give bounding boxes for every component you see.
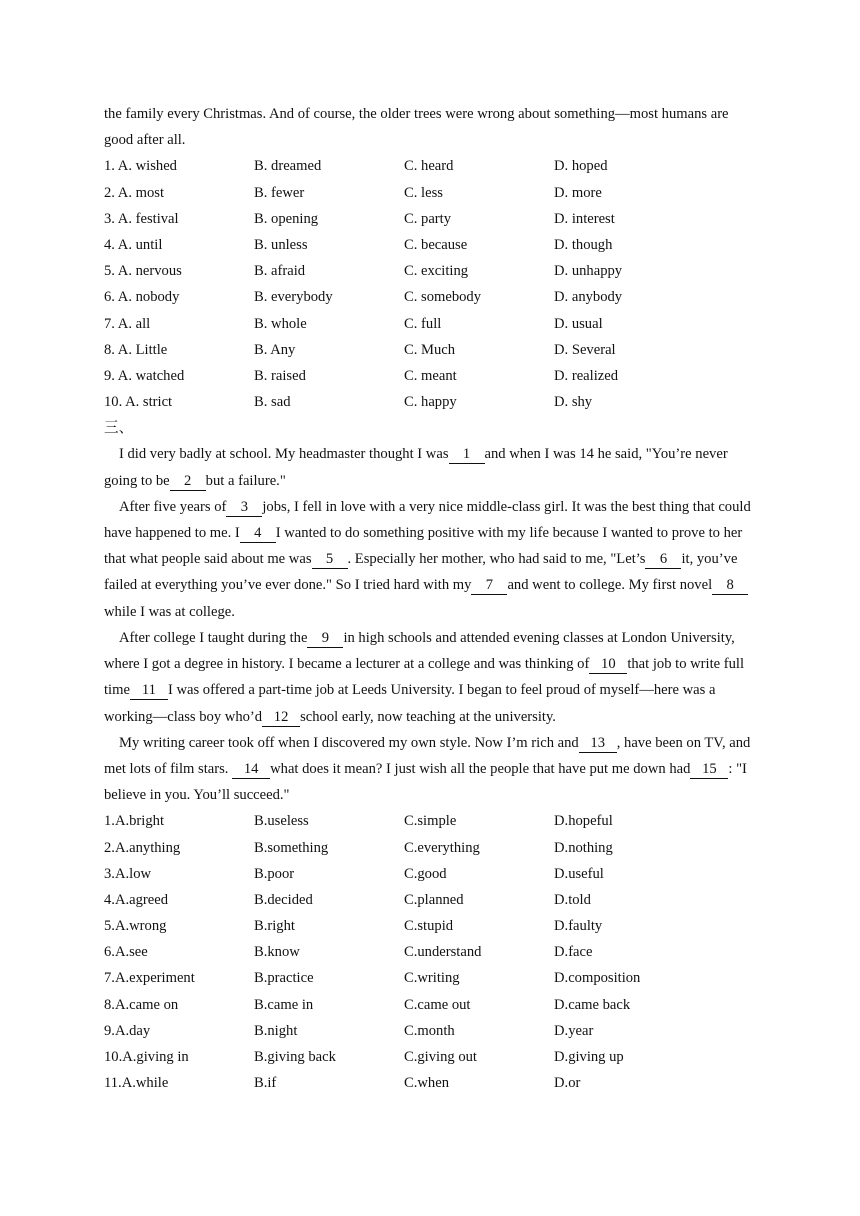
text-run: . Especially her mother, who had said to me, "Let’s: [347, 551, 646, 568]
option-c[interactable]: C.came out: [404, 996, 471, 1013]
option-a[interactable]: 3.A.low: [104, 865, 152, 882]
option-d[interactable]: D. Several: [554, 341, 616, 358]
part3-options: [104, 808, 764, 1096]
option-d[interactable]: D. usual: [554, 315, 603, 332]
option-d[interactable]: D. more: [554, 184, 602, 201]
text-run: I was offered a part-time job at Leeds University. I began to feel proud of myself—here was a working—class boy who’d: [104, 682, 716, 725]
option-row: [104, 363, 764, 389]
text-run: jobs, I fell in love with a very nice middle-class girl. It was the best thing that could have happened to me. I: [104, 498, 751, 542]
option-row: [104, 861, 764, 887]
option-a[interactable]: 2. A. most: [104, 184, 165, 201]
option-c[interactable]: C. because: [404, 236, 468, 253]
option-a[interactable]: 6. A. nobody: [104, 289, 180, 306]
option-b[interactable]: B.decided: [254, 891, 313, 908]
blank-10[interactable]: 10: [589, 655, 627, 674]
option-b[interactable]: B.giving back: [254, 1049, 336, 1065]
option-d[interactable]: D. interest: [554, 210, 615, 227]
option-b[interactable]: B.know: [254, 944, 300, 961]
option-row: [104, 1018, 764, 1044]
option-d[interactable]: D.nothing: [554, 839, 613, 856]
blank-2[interactable]: 2: [170, 472, 206, 491]
option-a[interactable]: 5. A. nervous: [104, 263, 182, 280]
text-run: : "I believe in you. You’ll succeed.": [104, 760, 747, 804]
document-page: [104, 101, 764, 1096]
option-a[interactable]: 5.A.wrong: [104, 918, 167, 935]
passage-paragraph-1: [104, 441, 764, 493]
option-d[interactable]: D. anybody: [554, 289, 623, 306]
option-a[interactable]: 2.A.anything: [104, 839, 181, 856]
option-a[interactable]: 1. A. wished: [104, 158, 177, 175]
text-run: and when I was 14 he said, "You’re never going to be: [104, 446, 728, 489]
option-row: [104, 258, 764, 284]
option-c[interactable]: C. party: [404, 210, 452, 227]
blank-6[interactable]: 6: [645, 550, 681, 569]
option-c[interactable]: C.simple: [404, 813, 457, 830]
option-row: [104, 965, 764, 991]
text-run: and went to college. My first novel: [507, 577, 713, 594]
passage-paragraph-4: [104, 730, 764, 809]
option-c[interactable]: C. happy: [404, 394, 457, 411]
option-d[interactable]: D.told: [554, 891, 591, 908]
option-c[interactable]: C. somebody: [404, 289, 482, 306]
option-row: [104, 992, 764, 1018]
option-d[interactable]: D. shy: [554, 394, 593, 411]
option-b[interactable]: B.right: [254, 918, 295, 935]
blank-1[interactable]: 1: [449, 445, 485, 464]
section-heading: 三、: [104, 420, 134, 437]
option-row: [104, 835, 764, 861]
option-b[interactable]: B. afraid: [254, 263, 306, 280]
option-c[interactable]: C.everything: [404, 839, 480, 856]
option-row: [104, 337, 764, 363]
option-b[interactable]: B. everybody: [254, 289, 333, 306]
option-row: [104, 232, 764, 258]
option-a[interactable]: 10. A. strict: [104, 394, 173, 411]
option-d[interactable]: D.year: [554, 1022, 594, 1039]
blank-7[interactable]: 7: [471, 576, 507, 595]
option-b[interactable]: B.practice: [254, 970, 314, 987]
option-a[interactable]: 6.A.see: [104, 944, 148, 961]
option-c[interactable]: C. full: [404, 315, 442, 332]
option-c[interactable]: C.good: [404, 865, 447, 882]
option-row: [104, 1070, 764, 1096]
option-b[interactable]: B.useless: [254, 813, 309, 830]
option-c[interactable]: C.giving out: [404, 1049, 477, 1065]
option-a[interactable]: 10.A.giving in: [104, 1049, 189, 1065]
option-d[interactable]: D.giving up: [554, 1049, 624, 1065]
option-b[interactable]: B.if: [254, 1075, 277, 1092]
option-b[interactable]: B. fewer: [254, 184, 305, 201]
text-run: what does it mean? I just wish all the people that have put me down had: [270, 760, 691, 777]
text-run: but a failure.": [205, 472, 286, 489]
option-a[interactable]: 11.A.while: [104, 1075, 169, 1092]
intro-line: good after all.: [104, 132, 186, 149]
option-d[interactable]: D.or: [554, 1075, 581, 1092]
option-b[interactable]: B. dreamed: [254, 158, 322, 175]
text-run: while I was at college.: [104, 603, 235, 620]
option-d[interactable]: D.faulty: [554, 918, 603, 935]
text-run: I did very badly at school. My headmaster thought I was: [119, 446, 449, 463]
option-b[interactable]: B.came in: [254, 996, 314, 1013]
text-run: it, you’ve failed at everything you’ve ever done." So I tried hard with my: [104, 551, 738, 594]
blank-4[interactable]: 4: [240, 524, 276, 543]
option-row: [104, 389, 764, 415]
option-b[interactable]: B. unless: [254, 236, 308, 253]
option-b[interactable]: B. Any: [254, 341, 296, 358]
option-b[interactable]: B.poor: [254, 865, 295, 882]
blank-8[interactable]: 8: [712, 576, 748, 595]
option-d[interactable]: D.came back: [554, 996, 631, 1013]
option-row: [104, 1044, 764, 1070]
option-row: [104, 939, 764, 965]
blank-14[interactable]: 14: [232, 760, 270, 779]
option-d[interactable]: D.useful: [554, 865, 604, 882]
text-run: After five years of: [119, 498, 227, 515]
option-a[interactable]: 4.A.agreed: [104, 891, 169, 908]
option-d[interactable]: D. realized: [554, 367, 619, 384]
option-a[interactable]: 4. A. until: [104, 236, 163, 253]
option-b[interactable]: B. raised: [254, 367, 306, 384]
option-c[interactable]: C. less: [404, 184, 443, 201]
option-d[interactable]: D.face: [554, 944, 593, 961]
option-c[interactable]: C. exciting: [404, 263, 469, 280]
option-a[interactable]: 9.A.day: [104, 1022, 151, 1039]
option-row: [104, 206, 764, 232]
option-row: [104, 887, 764, 913]
option-a[interactable]: 8. A. Little: [104, 341, 168, 358]
blank-3[interactable]: 3: [226, 498, 262, 517]
option-row: [104, 180, 764, 206]
option-a[interactable]: 7.A.experiment: [104, 970, 195, 987]
text-run: I wanted to do something positive with my life because I wanted to prove to her that what people said about me was: [104, 525, 743, 568]
blank-5[interactable]: 5: [312, 550, 348, 569]
option-d[interactable]: D. though: [554, 236, 613, 253]
text-run: After college I taught during the: [119, 629, 308, 646]
option-a[interactable]: 7. A. all: [104, 315, 151, 332]
option-b[interactable]: B.night: [254, 1022, 298, 1039]
blank-11[interactable]: 11: [130, 681, 168, 700]
option-row: [104, 913, 764, 939]
text-run: in high schools and attended evening classes at London University, where I got a degree in history. I became a lecturer at a college and was thinking of: [104, 629, 735, 673]
option-c[interactable]: C.understand: [404, 944, 482, 961]
blank-9[interactable]: 9: [307, 629, 343, 648]
option-row: [104, 284, 764, 310]
option-d[interactable]: D. unhappy: [554, 263, 623, 280]
option-b[interactable]: B.something: [254, 839, 329, 856]
option-c[interactable]: C.stupid: [404, 918, 454, 935]
passage-paragraph-3: [104, 625, 764, 730]
blank-12[interactable]: 12: [262, 708, 300, 727]
intro-line: the family every Christmas. And of course, the older trees were wrong about something—most humans are: [104, 106, 729, 122]
text-run: , have been on TV, and met lots of film stars.: [104, 734, 751, 777]
option-c[interactable]: C. Much: [404, 341, 456, 358]
option-c[interactable]: C. meant: [404, 367, 457, 384]
blank-15[interactable]: 15: [690, 760, 728, 779]
option-a[interactable]: 9. A. watched: [104, 367, 185, 384]
option-row: [104, 153, 764, 179]
option-d[interactable]: D. hoped: [554, 158, 608, 175]
option-c[interactable]: C.when: [404, 1075, 449, 1092]
option-c[interactable]: C.writing: [404, 970, 460, 987]
option-d[interactable]: D.hopeful: [554, 813, 613, 830]
option-d[interactable]: D.composition: [554, 970, 641, 987]
blank-13[interactable]: 13: [579, 734, 617, 753]
part2-options: [104, 153, 764, 415]
option-c[interactable]: C.month: [404, 1022, 455, 1039]
option-a[interactable]: 8.A.came on: [104, 996, 179, 1013]
option-b[interactable]: B. sad: [254, 394, 291, 411]
text-run: My writing career took off when I discovered my own style. Now I’m rich and: [119, 734, 579, 751]
option-c[interactable]: C.planned: [404, 891, 464, 908]
text-run: school early, now teaching at the university.: [300, 708, 556, 725]
option-a[interactable]: 3. A. festival: [104, 210, 179, 227]
passage-paragraph-2: [104, 494, 764, 625]
option-b[interactable]: B. whole: [254, 315, 307, 332]
option-c[interactable]: C. heard: [404, 158, 454, 175]
option-a[interactable]: 1.A.bright: [104, 813, 164, 830]
text-run: that job to write full time: [104, 656, 745, 699]
option-row: [104, 808, 764, 834]
option-row: [104, 311, 764, 337]
option-b[interactable]: B. opening: [254, 210, 319, 227]
